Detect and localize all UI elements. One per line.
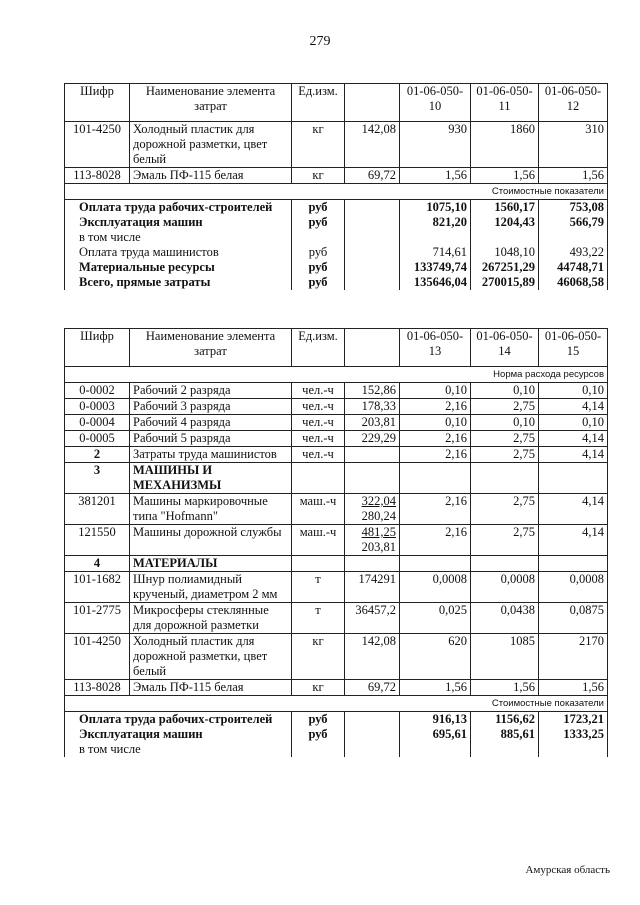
price-main: 481,25 [361,525,396,539]
row-value-2: 2170 [539,634,608,680]
row-value-1: 2,75 [471,525,539,556]
row-value-2: 4,14 [539,399,608,415]
total-value-0: 1075,10 [400,200,471,216]
column-header-name: Наименование элемента затрат [130,329,292,367]
total-name: Всего, прямые затраты [65,275,292,290]
row-name: Микросферы стеклянные для дорожной разметки [130,603,292,634]
section-value-0 [400,463,471,494]
row-code: 101-4250 [65,634,130,680]
total-name: Эксплуатация машин [65,215,292,230]
total-row [65,230,608,245]
total-spacer [345,230,400,245]
column-header-code-0: 01-06-050-10 [400,84,471,122]
cost-table-1 [64,83,608,290]
row-name: Эмаль ПФ-115 белая [130,680,292,696]
column-header-price [345,84,400,122]
section-title: МАШИНЫ И МЕХАНИЗМЫ [130,463,292,494]
total-unit: руб [292,245,345,260]
section-value-2 [539,556,608,572]
row-value-0: 2,16 [400,431,471,447]
total-value-2: 493,22 [539,245,608,260]
total-value-0: 135646,04 [400,275,471,290]
row-code: 101-4250 [65,122,130,168]
total-value-2: 566,79 [539,215,608,230]
total-unit: руб [292,215,345,230]
resource-row [65,383,608,399]
total-value-1 [471,230,539,245]
norm-caption-row [65,367,608,383]
header-row [65,329,608,367]
region-label: Амурская область [525,864,610,876]
row-value-2: 0,10 [539,383,608,399]
row-unit: чел.-ч [292,383,345,399]
total-unit: руб [292,712,345,728]
row-name: Холодный пластик для дорожной разметки, цвет белый [130,122,292,168]
row-value-1: 1,56 [471,168,539,184]
row-code: 101-1682 [65,572,130,603]
section-price [345,556,400,572]
row-name: Рабочий 3 разряда [130,399,292,415]
total-value-0 [400,230,471,245]
resource-row [65,168,608,184]
caption-text: Норма расхода ресурсов [400,367,608,383]
row-value-0: 0,025 [400,603,471,634]
row-price: 152,86 [345,383,400,399]
total-value-0: 695,61 [400,727,471,742]
total-name: Оплата труда рабочих-строителей [65,200,292,216]
total-value-1: 267251,29 [471,260,539,275]
total-spacer [345,260,400,275]
total-value-1 [471,742,539,757]
total-unit [292,230,345,245]
total-row [65,245,608,260]
section-unit [292,463,345,494]
section-code: 3 [65,463,130,494]
row-unit: т [292,572,345,603]
total-value-2: 1723,21 [539,712,608,728]
total-spacer [345,742,400,757]
cost-table-2 [64,328,608,757]
total-spacer [345,245,400,260]
total-unit [292,742,345,757]
column-header-code-2: 01-06-050-12 [539,84,608,122]
section-code: 4 [65,556,130,572]
resource-row [65,431,608,447]
row-code: 0-0002 [65,383,130,399]
total-value-2 [539,230,608,245]
resource-row [65,572,608,603]
row-value-1: 1085 [471,634,539,680]
total-row [65,742,608,757]
total-name: Оплата труда рабочих-строителей [65,712,292,728]
column-header-code: Шифр [65,84,130,122]
row-value-0: 930 [400,122,471,168]
total-spacer [345,215,400,230]
row-unit: маш.-ч [292,494,345,525]
total-value-0: 916,13 [400,712,471,728]
row-value-1: 0,0438 [471,603,539,634]
row-value-2: 4,14 [539,494,608,525]
row-value-0: 620 [400,634,471,680]
row-name: Эмаль ПФ-115 белая [130,168,292,184]
total-value-2: 1333,25 [539,727,608,742]
row-unit: кг [292,168,345,184]
row-value-1: 2,75 [471,494,539,525]
row-value-1: 0,10 [471,383,539,399]
cost-caption-row [65,696,608,712]
total-value-1: 885,61 [471,727,539,742]
section-row [65,556,608,572]
row-name: Машины дорожной службы [130,525,292,556]
row-name: Рабочий 2 разряда [130,383,292,399]
total-row [65,275,608,290]
row-value-1: 0,10 [471,415,539,431]
row-code: 2 [65,447,130,463]
row-price: 142,08 [345,122,400,168]
section-title: МАТЕРИАЛЫ [130,556,292,572]
row-code: 0-0005 [65,431,130,447]
total-name: Оплата труда машинистов [65,245,292,260]
row-value-0: 1,56 [400,168,471,184]
row-code: 381201 [65,494,130,525]
total-spacer [345,712,400,728]
resource-row [65,525,608,556]
row-unit: кг [292,122,345,168]
section-value-1 [471,556,539,572]
column-header-code-2: 01-06-050-15 [539,329,608,367]
total-row [65,200,608,216]
row-value-0: 1,56 [400,680,471,696]
total-unit: руб [292,727,345,742]
row-value-2: 4,14 [539,431,608,447]
column-header-code: Шифр [65,329,130,367]
row-price: 36457,2 [345,603,400,634]
total-row [65,215,608,230]
row-value-0: 2,16 [400,399,471,415]
row-value-2: 0,0008 [539,572,608,603]
machinists-row [65,447,608,463]
row-code: 0-0003 [65,399,130,415]
total-value-0 [400,742,471,757]
total-unit: руб [292,200,345,216]
column-header-price [345,329,400,367]
total-spacer [345,727,400,742]
row-price: 174291 [345,572,400,603]
column-header-code-1: 01-06-050-14 [471,329,539,367]
price-machinist: 203,81 [361,540,396,554]
column-header-code-1: 01-06-050-11 [471,84,539,122]
row-unit: кг [292,680,345,696]
row-value-2: 0,0875 [539,603,608,634]
row-value-0: 2,16 [400,525,471,556]
row-value-0: 0,10 [400,415,471,431]
caption-spacer [65,696,400,712]
resource-row [65,680,608,696]
total-row [65,712,608,728]
total-name: в том числе [65,230,292,245]
row-value-0: 2,16 [400,494,471,525]
total-spacer [345,200,400,216]
total-value-2: 46068,58 [539,275,608,290]
row-unit: кг [292,634,345,680]
total-value-2 [539,742,608,757]
total-value-0: 821,20 [400,215,471,230]
row-unit: чел.-ч [292,431,345,447]
row-code: 113-8028 [65,680,130,696]
total-value-2: 753,08 [539,200,608,216]
row-code: 0-0004 [65,415,130,431]
total-value-0: 133749,74 [400,260,471,275]
caption-spacer [65,367,400,383]
column-header-name: Наименование элемента затрат [130,84,292,122]
row-value-2: 1,56 [539,168,608,184]
row-value-2: 4,14 [539,525,608,556]
row-price: 229,29 [345,431,400,447]
row-name: Рабочий 4 разряда [130,415,292,431]
row-value-0: 0,10 [400,383,471,399]
total-value-1: 1156,62 [471,712,539,728]
row-name: Машины маркировочные типа "Hofmann" [130,494,292,525]
total-name: Эксплуатация машин [65,727,292,742]
caption-spacer [65,184,400,200]
total-value-1: 1204,43 [471,215,539,230]
row-price: 69,72 [345,168,400,184]
section-value-0 [400,556,471,572]
section-value-1 [471,463,539,494]
cost-caption-row [65,184,608,200]
total-row [65,727,608,742]
row-name: Холодный пластик для дорожной разметки, цвет белый [130,634,292,680]
row-value-0: 0,0008 [400,572,471,603]
row-value-0: 2,16 [400,447,471,463]
resource-row [65,634,608,680]
price-main: 322,04 [361,494,396,508]
resource-row [65,399,608,415]
row-code: 113-8028 [65,168,130,184]
section-unit [292,556,345,572]
row-unit: маш.-ч [292,525,345,556]
row-value-2: 4,14 [539,447,608,463]
row-code: 121550 [65,525,130,556]
section-value-2 [539,463,608,494]
total-name: Материальные ресурсы [65,260,292,275]
total-value-0: 714,61 [400,245,471,260]
total-value-2: 44748,71 [539,260,608,275]
row-price: 142,08 [345,634,400,680]
row-value-1: 0,0008 [471,572,539,603]
total-name: в том числе [65,742,292,757]
row-value-1: 2,75 [471,431,539,447]
header-row [65,84,608,122]
row-price: 178,33 [345,399,400,415]
row-unit: чел.-ч [292,415,345,431]
price-machinist: 280,24 [361,509,396,523]
column-header-code-0: 01-06-050-13 [400,329,471,367]
row-unit: т [292,603,345,634]
row-value-2: 0,10 [539,415,608,431]
row-price [345,525,400,556]
row-unit: чел.-ч [292,399,345,415]
row-name: Шнур полиамидный крученый, диаметром 2 мм [130,572,292,603]
page-number: 279 [309,34,331,49]
total-value-1: 1560,17 [471,200,539,216]
total-spacer [345,275,400,290]
row-name: Затраты труда машинистов [130,447,292,463]
total-row [65,260,608,275]
row-name: Рабочий 5 разряда [130,431,292,447]
caption-text: Стоимостные показатели [400,696,608,712]
row-value-2: 1,56 [539,680,608,696]
caption-text: Стоимостные показатели [400,184,608,200]
column-header-unit: Ед.изм. [292,329,345,367]
total-unit: руб [292,260,345,275]
row-value-1: 2,75 [471,447,539,463]
row-price: 69,72 [345,680,400,696]
resource-row [65,494,608,525]
row-price [345,494,400,525]
row-value-1: 1860 [471,122,539,168]
row-code: 101-2775 [65,603,130,634]
total-value-1: 1048,10 [471,245,539,260]
row-value-1: 1,56 [471,680,539,696]
resource-row [65,603,608,634]
row-value-1: 2,75 [471,399,539,415]
section-row [65,463,608,494]
row-unit: чел.-ч [292,447,345,463]
total-unit: руб [292,275,345,290]
section-price [345,463,400,494]
row-value-2: 310 [539,122,608,168]
row-price [345,447,400,463]
resource-row [65,122,608,168]
column-header-unit: Ед.изм. [292,84,345,122]
resource-row [65,415,608,431]
row-price: 203,81 [345,415,400,431]
total-value-1: 270015,89 [471,275,539,290]
